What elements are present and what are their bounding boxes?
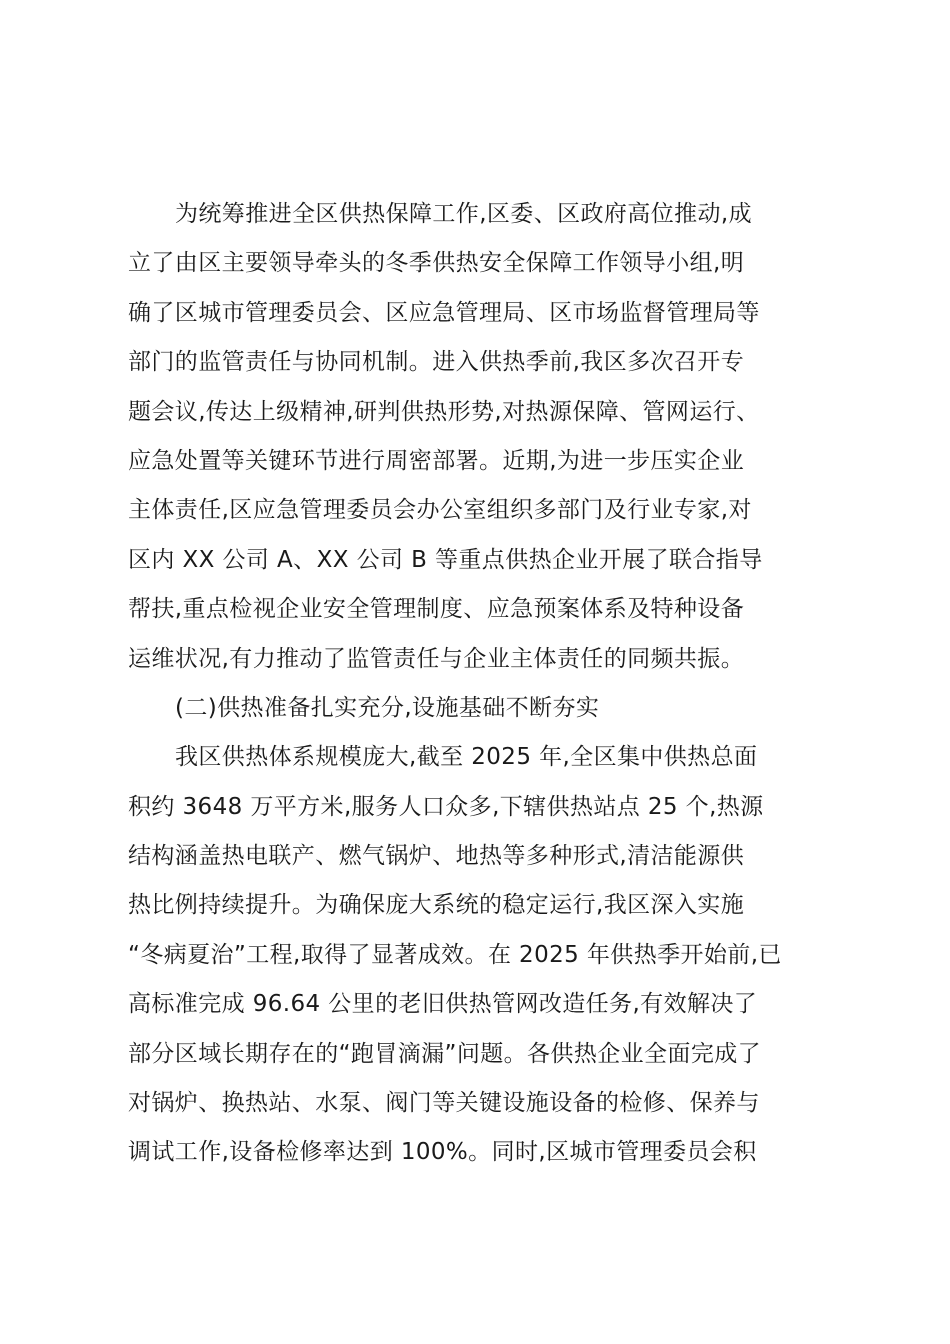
paragraph-1-line-7: 主体责任,区应急管理委员会办公室组织多部门及行业专家,对	[128, 497, 752, 524]
paragraph-1-line-5: 题会议,传达上级精神,研判供热形势,对热源保障、管网运行、	[128, 398, 760, 425]
paragraph-2-line-8: 对锅炉、换热站、水泵、阀门等关键设施设备的检修、保养与	[128, 1090, 760, 1117]
paragraph-2-line-2: 积约 3648 万平方米,服务人口众多,下辖供热站点 25 个,热源	[128, 793, 764, 820]
paragraph-1-line-10: 运维状况,有力推动了监管责任与企业主体责任的同频共振。	[128, 645, 745, 672]
paragraph-2-line-5: “冬病夏治”工程,取得了显著成效。在 2025 年供热季开始前,已	[128, 941, 782, 968]
paragraph-2-line-6: 高标准完成 96.64 公里的老旧供热管网改造任务,有效解决了	[128, 991, 758, 1018]
section-heading: (二)供热准备扎实充分,设施基础不断夯实	[175, 694, 600, 721]
document-body	[128, 190, 828, 1178]
paragraph-2-line-4: 热比例持续提升。为确保庞大系统的稳定运行,我区深入实施	[128, 892, 745, 919]
paragraph-2-line-1: 我区供热体系规模庞大,截至 2025 年,全区集中供热总面	[175, 744, 758, 771]
paragraph-1-line-1: 为统筹推进全区供热保障工作,区委、区政府高位推动,成	[175, 201, 753, 227]
paragraph-1-line-6: 应急处置等关键环节进行周密部署。近期,为进一步压实企业	[128, 447, 745, 474]
paragraph-1-line-3: 确了区城市管理委员会、区应急管理局、区市场监督管理局等	[128, 299, 760, 326]
paragraph-2-line-3: 结构涵盖热电联产、燃气锅炉、地热等多种形式,清洁能源供	[128, 843, 745, 870]
paragraph-1-line-4: 部门的监管责任与协同机制。进入供热季前,我区多次召开专	[128, 349, 745, 376]
paragraph-2-line-7: 部分区域长期存在的“跑冒滴漏”问题。各供热企业全面完成了	[128, 1040, 762, 1067]
paragraph-2-line-9: 调试工作,设备检修率达到 100%。同时,区城市管理委员会积	[128, 1139, 757, 1166]
paragraph-1-line-8: 区内 XX 公司 A、XX 公司 B 等重点供热企业开展了联合指导	[128, 546, 763, 573]
paragraph-1-line-9: 帮扶,重点检视企业安全管理制度、应急预案体系及特种设备	[128, 596, 745, 623]
paragraph-1-line-2: 立了由区主要领导牵头的冬季供热安全保障工作领导小组,明	[128, 250, 745, 277]
